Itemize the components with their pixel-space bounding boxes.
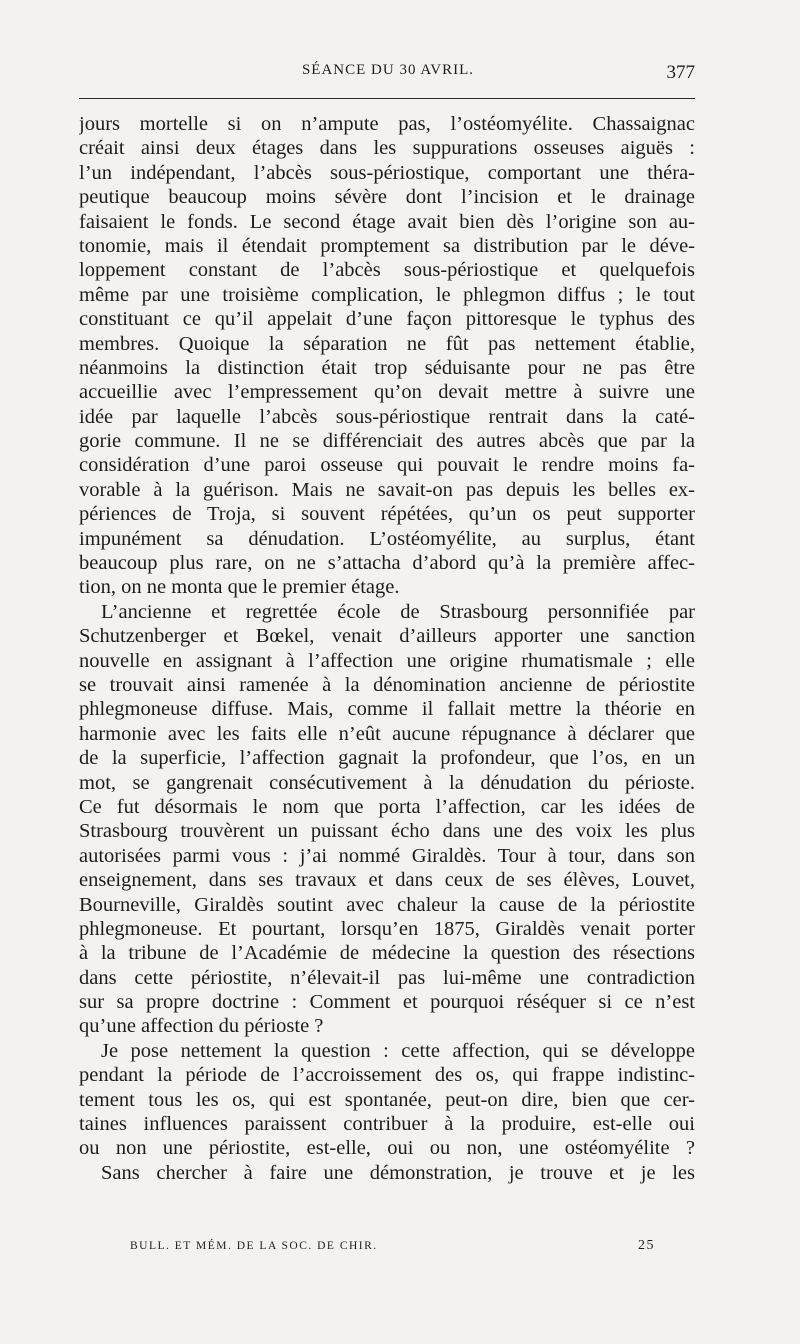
text-line: accueillie avec l’empressement qu’on devait mettre à suivre une [79,381,695,404]
page-footer [130,1240,655,1260]
text-line: phlegmoneuse diffuse. Mais, comme il fallait mettre la théorie en [79,698,695,721]
text-line: même par une troisième complication, le phlegmon diffus ; le tout [79,283,695,306]
text-line: Schutzenberger et Bœkel, venait d’ailleurs apporter une sanction [79,625,695,648]
text-line: pendant la période de l’accroissement des os, qui frappe indistinc- [79,1064,695,1087]
text-line: nouvelle en assignant à l’affection une origine rhumatismale ; elle [79,649,695,672]
header-title: SÉANCE DU 30 AVRIL. [301,62,475,78]
text-line: peutique beaucoup moins sévère dont l’incision et le drainage [79,186,695,209]
text-line: vorable à la guérison. Mais ne savait-on pas depuis les belles ex- [79,478,695,501]
text-line: L’ancienne et regrettée école de Strasbourg personnifiée par [101,600,695,623]
text-line: dans cette périostite, n’élevait-il pas lui-même une contradiction [79,966,695,989]
text-line: ou non une périostite, est-elle, oui ou non, une ostéomyélite ? [79,1137,695,1160]
text-line: qu’une affection du périoste ? [79,1015,324,1038]
text-line: constituant ce qu’il appelait d’une façon pittoresque le typhus des [79,308,695,331]
text-line: l’un indépendant, l’abcès sous-périostique, comportant une théra- [79,161,695,184]
running-header [79,62,697,88]
text-line: Strasbourg trouvèrent un puissant écho dans une des voix les plus [79,820,695,843]
text-line: faisaient le fonds. Le second étage avait bien dès l’origine son au- [79,210,695,233]
text-line: mot, se gangrenait consécutivement à la dénudation du périoste. [79,771,695,794]
text-line: Sans chercher à faire une démonstration, je trouve et je les [101,1161,695,1184]
text-line: se trouvait ainsi ramenée à la dénomination ancienne de périostite [79,673,695,696]
text-line: considération d’une paroi osseuse qui pouvait le rendre moins fa- [79,454,695,477]
text-line: Ce fut désormais le nom que porta l’affection, car les idées de [79,795,695,818]
text-line: enseignement, dans ses travaux et dans ceux de ses élèves, Louvet, [79,869,695,892]
text-line: idée par laquelle l’abcès sous-périostique rentrait dans la caté- [79,405,695,428]
header-rule [79,98,695,99]
footer-signature: 25 [638,1238,655,1253]
text-line: taines influences paraissent contribuer à la produire, est-elle oui [79,1113,695,1136]
text-line: harmonie avec les faits elle n’eût aucune répugnance à déclarer que [79,722,695,745]
text-line: néanmoins la distinction était trop séduisante pour ne pas être [79,356,695,379]
text-line: tion, on ne monta que le premier étage. [79,576,400,599]
text-line: tonomie, mais il étendait promptement sa distribution par le déve- [79,234,695,257]
text-line: Bourneville, Giraldès soutint avec chaleur la cause de la périostite [79,893,695,916]
text-line: Je pose nettement la question : cette affection, qui se développe [101,1039,695,1062]
text-line: impunément sa dénudation. L’ostéomyélite, au surplus, étant [79,527,695,550]
text-line: de la superficie, l’affection gagnait la profondeur, que l’os, en un [79,747,695,770]
text-line: périences de Troja, si souvent répétées, qu’un os peut supporter [79,503,695,526]
text-line: beaucoup plus rare, on ne s’attacha d’abord qu’à la première affec- [79,552,695,575]
text-line: autorisées parmi vous : j’ai nommé Giraldès. Tour à tour, dans son [79,844,695,867]
text-line: sur sa propre doctrine : Comment et pourquoi réséquer si ce n’est [79,991,695,1014]
text-line: à la tribune de l’Académie de médecine la question des résections [79,942,695,965]
text-line: membres. Quoique la séparation ne fût pas nettement établie, [79,332,695,355]
text-line: gorie commune. Il ne se différenciait des autres abcès que par la [79,430,695,453]
text-line: créait ainsi deux étages dans les suppurations osseuses aiguës : [79,137,695,160]
footer-source: BULL. ET MÉM. DE LA SOC. DE CHIR. [130,1240,378,1252]
text-line: tement tous les os, qui est spontanée, peut-on dire, bien que cer- [79,1088,695,1111]
page-number: 377 [666,62,695,83]
text-line: jours mortelle si on n’ampute pas, l’ostéomyélite. Chassaignac [79,113,695,135]
text-line: loppement constant de l’abcès sous-périostique et quelquefois [79,259,695,282]
text-line: phlegmoneuse. Et pourtant, lorsqu’en 1875, Giraldès venait porter [79,917,695,940]
body-text [79,112,695,1185]
